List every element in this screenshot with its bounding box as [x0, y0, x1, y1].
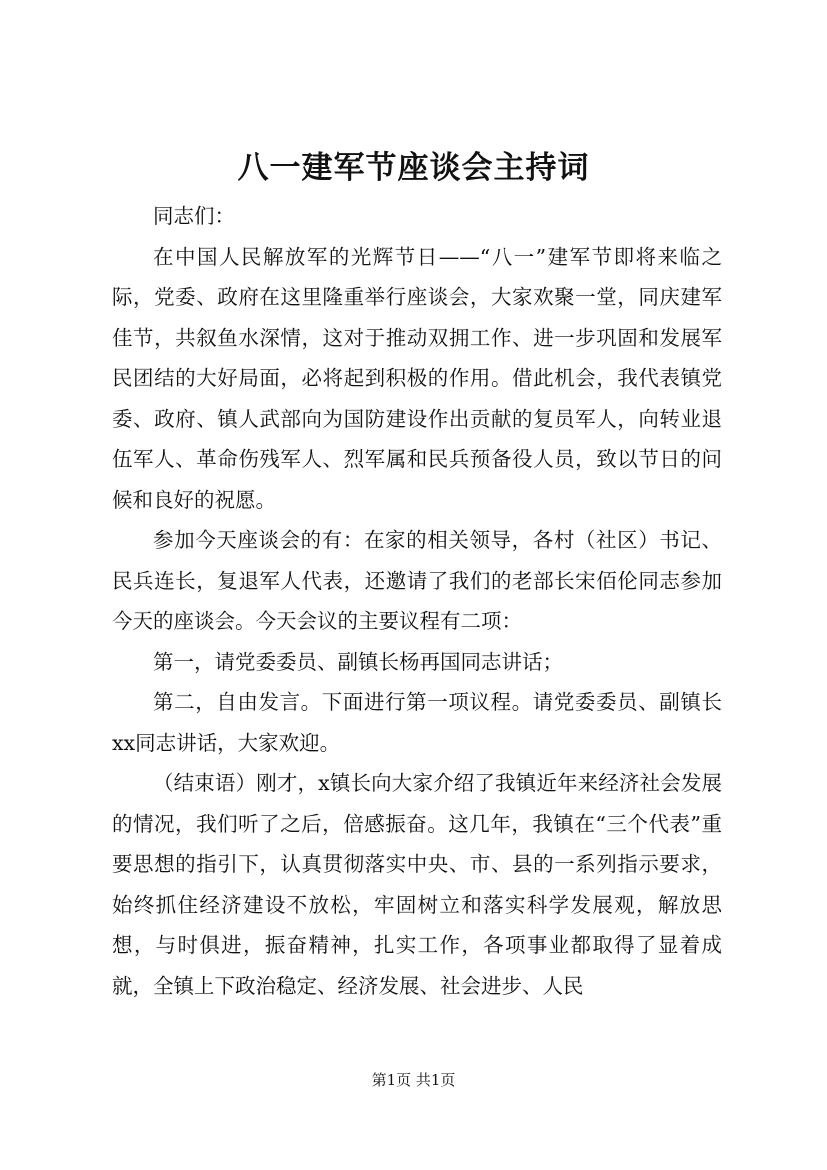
paragraph-attendees: 参加今天座谈会的有：在家的相关领导，各村（社区）书记、民兵连长，复退军人代表，还邀请了我们的老部长宋佰伦同志参加今天的座谈会。今天会议的主要议程有二项：	[112, 528, 722, 633]
document-body	[112, 196, 722, 1006]
paragraph-agenda-2: 第二，自由发言。下面进行第一项议程。请党委委员、副镇长xx同志讲话，大家欢迎。	[112, 690, 722, 755]
paragraph-agenda-1: 第一，请党委委员、副镇长杨再国同志讲话；	[153, 649, 563, 674]
paragraph-salutation: 同志们：	[153, 204, 235, 228]
document-title: 八一建军节座谈会主持词	[237, 150, 590, 186]
paragraph-closing: （结束语）刚才，x镇长向大家介绍了我镇近年来经济社会发展的情况，我们听了之后，倍感振奋。这几年，我镇在“三个代表”重要思想的指引下，认真贯彻落实中央、市、县的一系列指示要求，始终抓住经济建设不放松，牢固树立和落实科学发展观，解放思想，与时俱进，振奋精神，扎实工作，各项事业都取得了显着成就，全镇上下政治稳定、经济发展、社会进步、人民	[112, 771, 722, 998]
paragraph-opening: 在中国人民解放军的光辉节日——“八一”建军节即将来临之际，党委、政府在这里隆重举行座谈会，大家欢聚一堂，同庆建军佳节，共叙鱼水深情，这对于推动双拥工作、进一步巩固和发展军民团结的大好局面，必将起到积极的作用。借此机会，我代表镇党委、政府、镇人武部向为国防建设作出贡献的复员军人，向转业退伍军人、革命伤残军人、烈军属和民兵预备役人员，致以节日的问候和良好的祝愿。	[112, 244, 722, 512]
page-footer: 第1页 共1页	[371, 1071, 456, 1089]
